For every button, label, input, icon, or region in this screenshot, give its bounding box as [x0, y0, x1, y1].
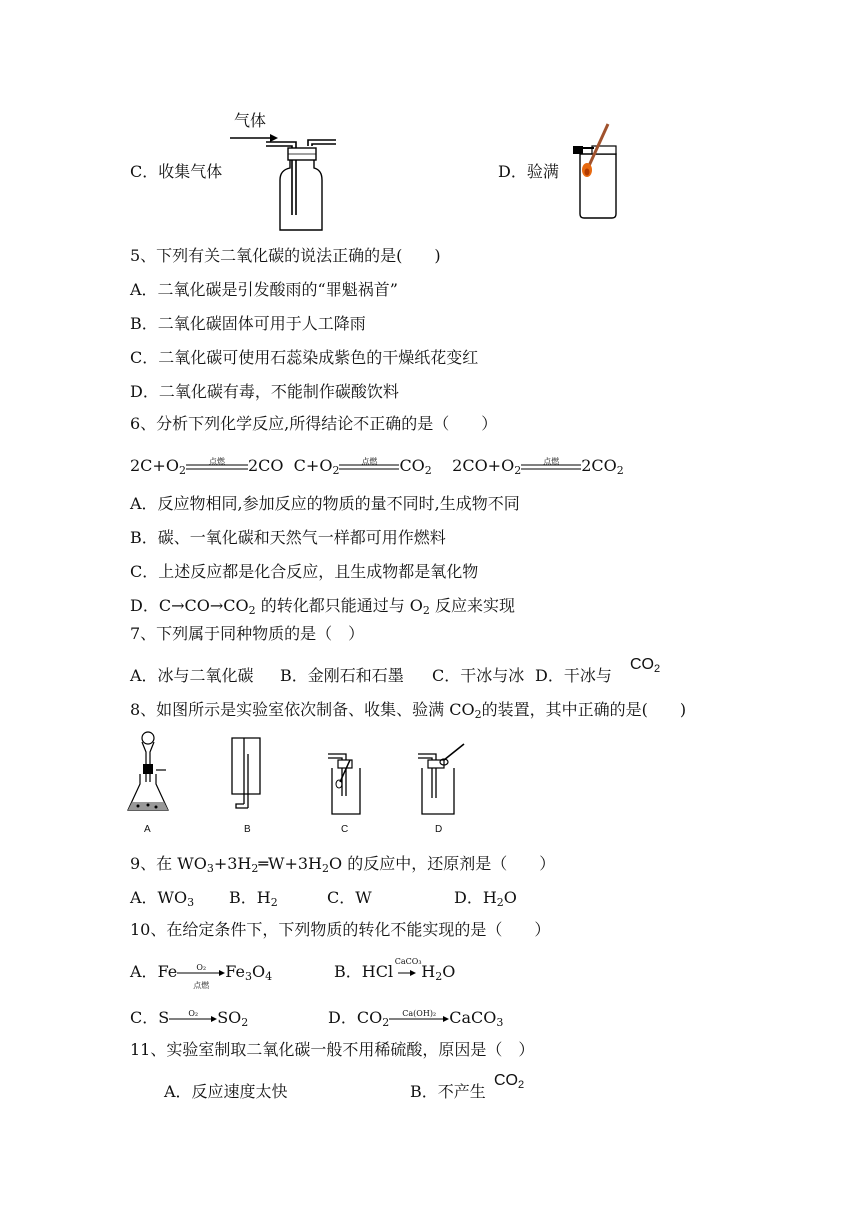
q10-c-prefix: C． [130, 1008, 159, 1027]
q10-a-prefix: A． [130, 962, 158, 981]
q11-option-a: A．反应速度太快 [164, 1082, 288, 1101]
q5-stem: 5、下列有关二氧化碳的说法正确的是( ) [130, 246, 441, 265]
q7-co2-formula: CO2 [630, 656, 661, 675]
q7-option-c: C．干冰与冰 [432, 666, 525, 685]
q6-option-b: B．碳、一氧化碳和天然气一样都可用作燃料 [130, 528, 446, 547]
q9-option-b: B．$H_2$ [229, 888, 278, 909]
q9-option-a: A．$WO_3$ [130, 888, 195, 909]
q6-d-part3: 反应来实现 [435, 596, 516, 615]
q10-d-condition: Ca(OH)₂ [402, 1008, 437, 1018]
reaction-condition: 点燃 [361, 456, 378, 466]
q10-a-condition-bottom: 点燃 [193, 980, 210, 990]
q10-option-a: A．Fe O₂ 点燃 $Fe_3O_4$ [130, 962, 272, 987]
q9-stem: 9、在 $WO_3+3H_2═W+3H_2O$ 的反应中，还原剂是（ ） [130, 854, 556, 875]
q9-stem-part1: 9、在 WO [130, 854, 207, 873]
reaction-condition: 点燃 [208, 456, 225, 466]
q9-stem-part4: O 的反应中，还原剂是（ ） [329, 854, 556, 873]
q10-stem: 10、在给定条件下，下列物质的转化不能实现的是（ ） [130, 920, 551, 939]
q11-co2-formula: CO2 [494, 1072, 525, 1091]
apparatus-b-label: B [244, 824, 251, 835]
apparatus-a-label: A [144, 824, 151, 835]
apparatus-c-bottle-diagram [324, 746, 364, 820]
q4-gas-label: 气体 [234, 111, 267, 130]
q8-stem: 8、如图所示是实验室依次制备、收集、验满 $CO_2$的装置，其中正确的是( ) [130, 700, 687, 721]
q9-option-d: D．$H_2O$ [454, 888, 517, 909]
co2-test-full-diagram [570, 118, 630, 222]
q10-a-condition-top: O₂ [196, 962, 207, 972]
q6-equations: $2C+O_2$ 点燃 2CO $C+O_2$ 点燃 $CO_2$ $2CO+O_2$ 点燃 $2CO_2$ [130, 456, 624, 481]
q10-d-prefix: D． [328, 1008, 357, 1027]
q5-option-b: B．二氧化碳固体可用于人工降雨 [130, 314, 366, 333]
q11-stem: 11、实验室制取二氧化碳一般不用稀硫酸，原因是（ ） [130, 1040, 535, 1059]
q9-d-suffix: O [503, 888, 517, 907]
q9-stem-part2: +3H [213, 854, 252, 873]
q6-d-part2: 的转化都只能通过与 O [260, 596, 423, 615]
q7-option-d: D．干冰与 [535, 666, 612, 685]
q9-stem-part3: ═W+3H [258, 854, 323, 873]
q11-option-b: B．不产生 [410, 1082, 486, 1101]
gas-collection-bottle-diagram [230, 120, 340, 232]
reaction-condition: 点燃 [543, 456, 560, 466]
q7-option-b: B．金刚石和石墨 [280, 666, 404, 685]
apparatus-c-label: C [341, 824, 349, 835]
q9-b-text: B．H [229, 888, 271, 907]
q9-a-text: A．WO [130, 888, 188, 907]
q10-c-condition: O₂ [188, 1008, 199, 1018]
apparatus-b-bottle-diagram [226, 734, 266, 818]
q10-option-c: C．S O₂ $SO_2$ [130, 1008, 248, 1033]
q7-option-a: A．冰与二氧化碳 [130, 666, 254, 685]
q10-b-prefix: B． [334, 962, 362, 981]
apparatus-a-flask-diagram [126, 730, 170, 818]
q10-option-b: B．HCl CaCO₃ $H_2O$ [334, 962, 455, 987]
q9-option-c: C．W [327, 888, 372, 907]
q6-option-c: C．上述反应都是化合反应，且生成物都是氧化物 [130, 562, 479, 581]
q6-option-d: D．$C\to CO\to CO_2$ 的转化都只能通过与 $O_2$ 反应来实现 [130, 596, 516, 617]
q5-option-c: C．二氧化碳可使用石蕊染成紫色的干燥纸花变红 [130, 348, 479, 367]
q4-option-d-label: D．验满 [498, 162, 559, 181]
q10-option-d: D．$CO_2$ Ca(OH)₂ CaCO$_3$ [328, 1008, 503, 1033]
q4-option-c-label: C．收集气体 [130, 162, 223, 181]
q5-option-a: A．二氧化碳是引发酸雨的“罪魁祸首” [130, 280, 398, 299]
q8-stem-part1: 8、如图所示是实验室依次制备、收集、验满 CO [130, 700, 475, 719]
q8-stem-part2: 的装置，其中正确的是( ) [481, 700, 687, 719]
q6-stem: 6、分析下列化学反应,所得结论不正确的是（ ） [130, 414, 498, 433]
q10-b-condition: CaCO₃ [394, 956, 422, 966]
q9-d-text: D．H [454, 888, 497, 907]
q6-d-part1: D．C→CO→CO [130, 596, 249, 615]
q7-stem: 7、下列属于同种物质的是（ ） [130, 624, 365, 643]
apparatus-d-label: D [435, 824, 443, 835]
q5-option-d: D．二氧化碳有毒，不能制作碳酸饮料 [130, 382, 399, 401]
apparatus-d-bottle-diagram [414, 744, 466, 820]
q6-option-a: A．反应物相同,参加反应的物质的量不同时,生成物不同 [130, 494, 520, 513]
